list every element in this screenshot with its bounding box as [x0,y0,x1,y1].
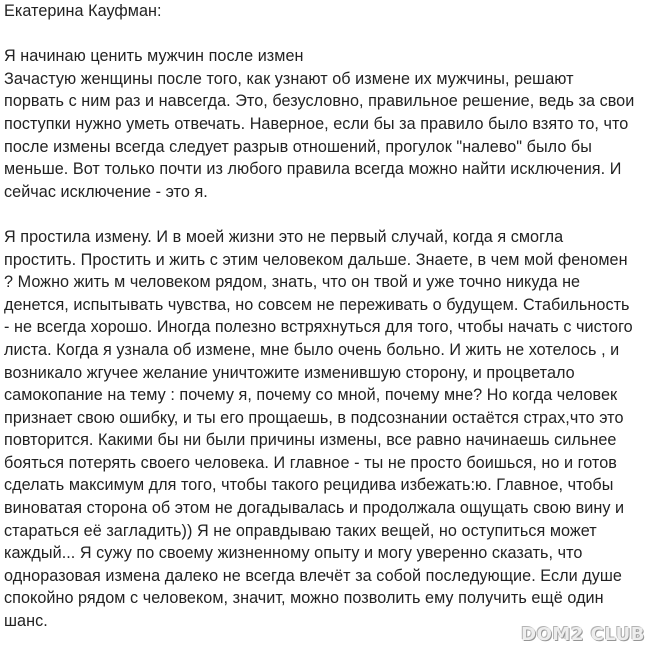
text-line: самокопание на тему : почему я, почему со мной, почему мне? Но когда человек [4,386,618,405]
text-line: сделать максимум для того, чтобы такого рецидива избежать:ю. Главное, чтобы [4,476,614,495]
author-name: Екатерина Кауфман: [4,2,162,20]
text-line: спокойно рядом с человеком, значит, можно позволить ему получить ещё один [4,589,604,608]
text-line: порвать с ним раз и навсегда. Это, безусловно, правильное решение, ведь за свои [4,92,635,111]
text-line: возникало жгучее желание уничтожите изменившую сторону, и процветало [4,363,575,382]
text-line: поступки нужно уметь отвечать. Наверное, если бы за правило было взято то, что [4,114,629,133]
text-line: стараться её загладить)) Я не оправдываю таких вещей, но оступиться может [4,521,597,540]
text-line: после измены всегда следует разрыв отношений, прогулок "налево" было бы [4,137,592,156]
spacer [4,23,647,46]
text-line: Зачастую женщины после того, как узнают об измене их мужчины, решают [4,69,574,88]
text-line: - не всегда хорошо. Иногда полезно встряхнуться для того, чтобы начать с чистого [4,318,633,337]
post-title: Я начинаю ценить мужчин после измен [4,47,304,66]
text-line: простить. Простить и жить с этим человеком дальше. Знаете, в чем мой феномен [4,250,628,269]
paragraph-1 [4,68,647,204]
paragraph-2 [4,226,647,633]
text-line: листа. Когда я узнала об измене, мне было очень больно. И жить не хотелось , и [4,340,620,359]
text-line: меньше. Вот только почти из любого правила всегда можно найти исключения. И [4,160,622,179]
text-line: ? Можно жить м человеком рядом, знать, что он твой и уже точно никуда не [4,273,581,292]
text-line: повторится. Какими бы ни были причины измены, все равно начинаешь сильнее [4,431,617,450]
text-line: Я простила измену. И в моей жизни это не первый случай, когда я смогла [4,227,564,246]
text-line: каждый... Я сужу по своему жизненному опыту и могу уверенно сказать, что [4,544,583,563]
text-line: признает свою ошибку, и ты его прощаешь, в подсознании остаётся страх,что это [4,408,624,427]
post-document [4,0,647,633]
text-line: бояться потерять своего человека. И главное - ты не просто боишься, но и готов [4,453,617,472]
text-line: денется, испытывать чувства, но совсем не переживать о будущем. Стабильность [4,295,630,314]
text-line: шанс. [4,612,48,631]
text-line: одноразовая измена далеко не всегда влечёт за собой последующие. Если душе [4,566,622,585]
text-line: виноватая сторона об этом не догадывалась и продолжала ощущать свою вину и [4,499,625,518]
spacer [4,203,647,226]
site-watermark: DOM2 CLUB [521,624,645,645]
text-line: сейчас исключение - это я. [4,182,208,201]
